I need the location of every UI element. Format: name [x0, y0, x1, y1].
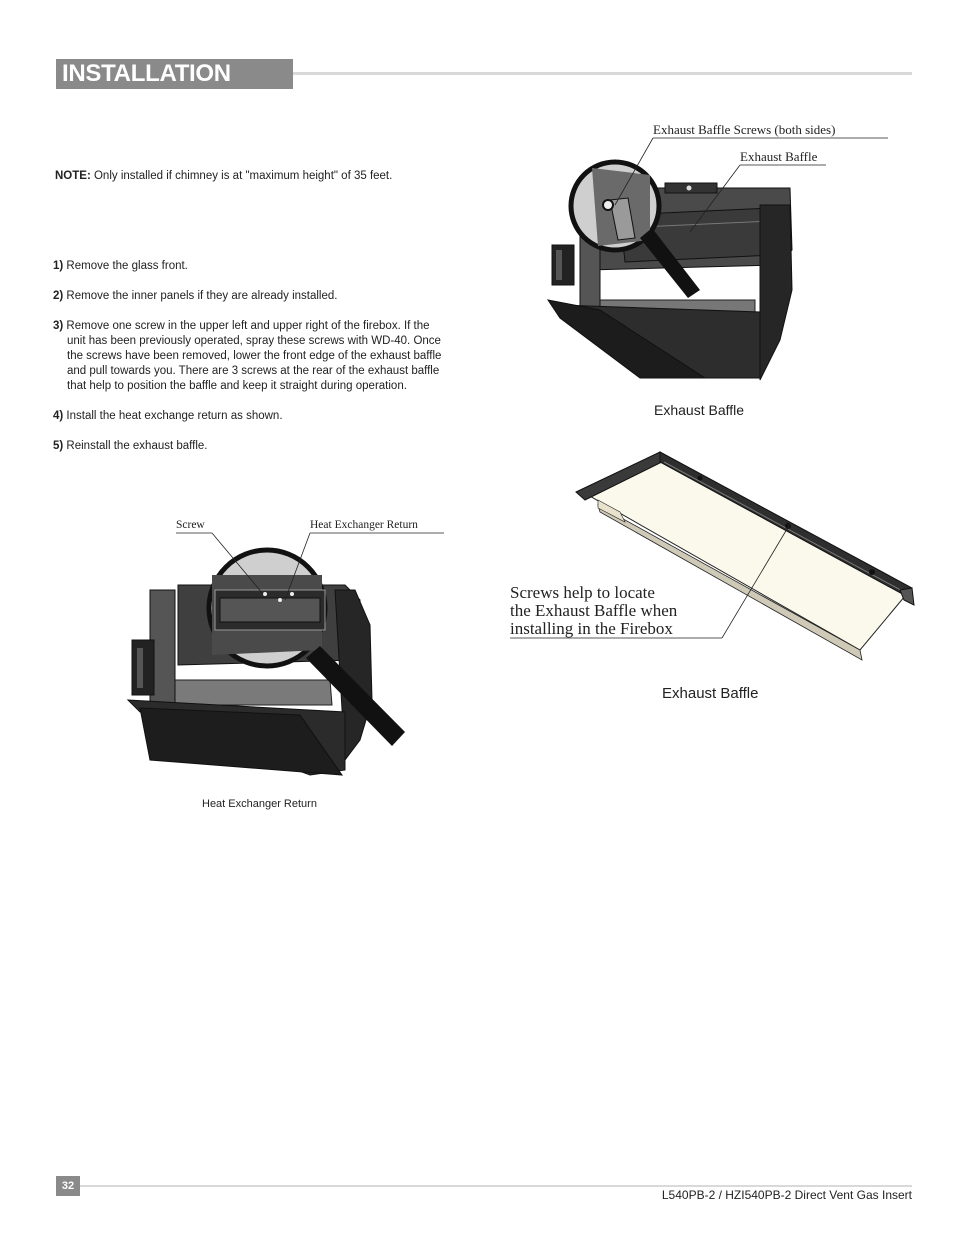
step-number: 2) — [53, 290, 64, 302]
step-number: 5) — [53, 440, 64, 452]
callout-line: the Exhaust Baffle when — [510, 601, 678, 620]
label-exhaust-baffle: Exhaust Baffle — [740, 149, 818, 164]
caption-heat-exchanger-return: Heat Exchanger Return — [202, 798, 317, 810]
step-text: Remove the glass front. — [63, 260, 188, 272]
caption-exhaust-baffle-firebox: Exhaust Baffle — [654, 402, 745, 418]
step-text: Remove one screw in the upper left and upper right of the firebox. If the — [63, 320, 430, 332]
footer-doc-title: L540PB-2 / HZI540PB-2 Direct Vent Gas Insert — [661, 1188, 912, 1202]
step-3-line-4: and pull towards you. There are 3 screws at the rear of the exhaust baffle — [67, 365, 440, 377]
firebox-baffle-illustration — [548, 138, 888, 380]
page-number: 32 — [56, 1176, 80, 1196]
step-text: Remove the inner panels if they are already installed. — [63, 290, 338, 302]
callout-line: Screws help to locate — [510, 583, 655, 602]
step-3-line-2: unit has been previously operated, spray these screws with WD-40. Once — [67, 335, 441, 347]
label-heat-exchanger-return: Heat Exchanger Return — [310, 519, 418, 531]
step-number: 3) — [53, 320, 64, 332]
footer-divider — [80, 1185, 912, 1187]
step-number: 4) — [53, 410, 64, 422]
label-baffle-screws: Exhaust Baffle Screws (both sides) — [653, 122, 836, 137]
heat-exchanger-illustration — [128, 533, 444, 775]
step-number: 1) — [53, 260, 64, 272]
note-text: Only installed if chimney is at "maximum height" of 35 feet. — [90, 170, 393, 182]
callout-line: installing in the Firebox — [510, 619, 673, 638]
caption-exhaust-baffle-part: Exhaust Baffle — [662, 685, 759, 702]
label-screw: Screw — [176, 519, 205, 531]
step-3-line-5: that help to position the baffle and keep it straight during operation. — [67, 380, 407, 392]
step-3-line-3: the screws have been removed, lower the front edge of the exhaust baffle — [67, 350, 442, 362]
callout-screws-help — [510, 584, 677, 638]
step-text: Install the heat exchange return as shown. — [63, 410, 283, 422]
step-text: Reinstall the exhaust baffle. — [63, 440, 208, 452]
note-label: NOTE: — [55, 170, 91, 182]
section-title: INSTALLATION — [62, 60, 231, 87]
